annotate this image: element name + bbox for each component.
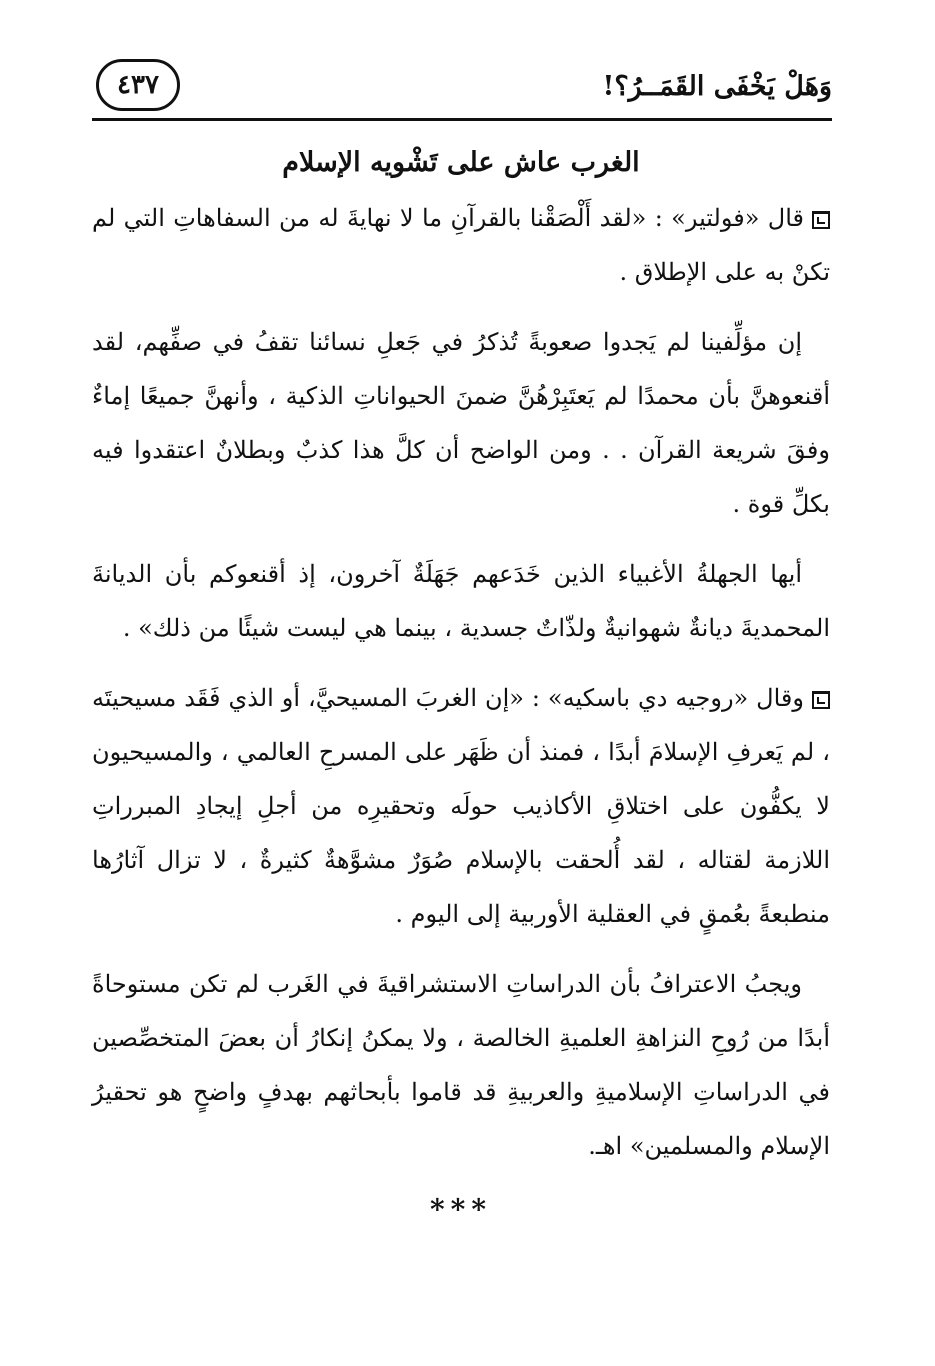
page-content bbox=[92, 135, 830, 1226]
running-title: وَهَلْ يَخْفَى القَمَــرُ؟! bbox=[602, 71, 832, 102]
page-header bbox=[92, 55, 832, 125]
paragraph: أيها الجهلةُ الأغبياء الذين خَدَعهم جَهَلَةٌ آخرون، إذ أقنعوكم بأن الديانةَ المحمديةَ ديانةٌ شهوانيةٌ ولذّاتٌ جسدية ، بينما هي ليست شيئًا من ذلك» . bbox=[92, 560, 830, 642]
paragraph-text: وقال «روجيه دي باسكيه» : «إن الغربَ المسيحيَّ، أو الذي فَقَد مسيحيتَه ، لم يَعرفِ الإسلامَ أبدًا ، فمنذ أن ظَهَر على المسرحِ العالمي ، والمسيحيون لا يكفُّون على اختلاقِ الأكاذيب حولَه وتحقيرِه من أجلِ إيجادِ المبرراتِ اللازمة لقتاله ، لقد أُلحقت بالإسلام صُوَرٌ مشوَّهةٌ كثيرةٌ ، لا تزال آثارُها منطبعةً بعُمقٍ في العقلية الأوربية إلى اليوم . bbox=[92, 684, 830, 928]
paragraph-voltaire-quote bbox=[92, 191, 830, 299]
quote-marker-icon bbox=[812, 211, 830, 229]
page-number: ٤٣٧ bbox=[117, 70, 159, 100]
section-heading: الغرب عاش على تَشْويه الإسلام bbox=[282, 147, 640, 178]
quote-marker-icon bbox=[812, 691, 830, 709]
paragraph-pasquier-quote bbox=[92, 671, 830, 941]
paragraph: إن مؤلِّفينا لم يَجدوا صعوبةً تُذكرُ في جَعلِ نسائنا تقفُ في صفِّهم، لقد أقنعوهنَّ بأن محمدًا لم يَعتَبِرْهُنَّ ضمنَ الحيواناتِ الذكية ، وأنهنَّ جميعًا إماءٌ وفقَ شريعة القرآن . . ومن الواضح أن كلَّ هذا كذبٌ وبطلانٌ اعتقدوا فيه بكلِّ قوة . bbox=[92, 328, 830, 518]
paragraph: ويجبُ الاعترافُ بأن الدراساتِ الاستشراقيةَ في الغَرب لم تكن مستوحاةً أبدًا من رُوحِ النزاهةِ العلميةِ الخالصة ، ولا يمكنُ إنكارُ أن بعضَ المتخصِّصين في الدراساتِ الإسلاميةِ والعربيةِ قد قاموا بأبحاثهم بهدفٍ واضحٍ هو تحقيرُ الإسلام والمسلمين» اهـ. bbox=[92, 970, 830, 1160]
paragraph-text: قال «فولتير» : «لقد أَلْصَقْنا بالقرآنِ ما لا نهايةَ له من السفاهاتِ التي لم تكنْ به على الإطلاق . bbox=[92, 204, 830, 286]
page-number-badge bbox=[96, 59, 180, 111]
section-separator: *** bbox=[430, 1193, 492, 1226]
header-rule bbox=[92, 118, 832, 121]
